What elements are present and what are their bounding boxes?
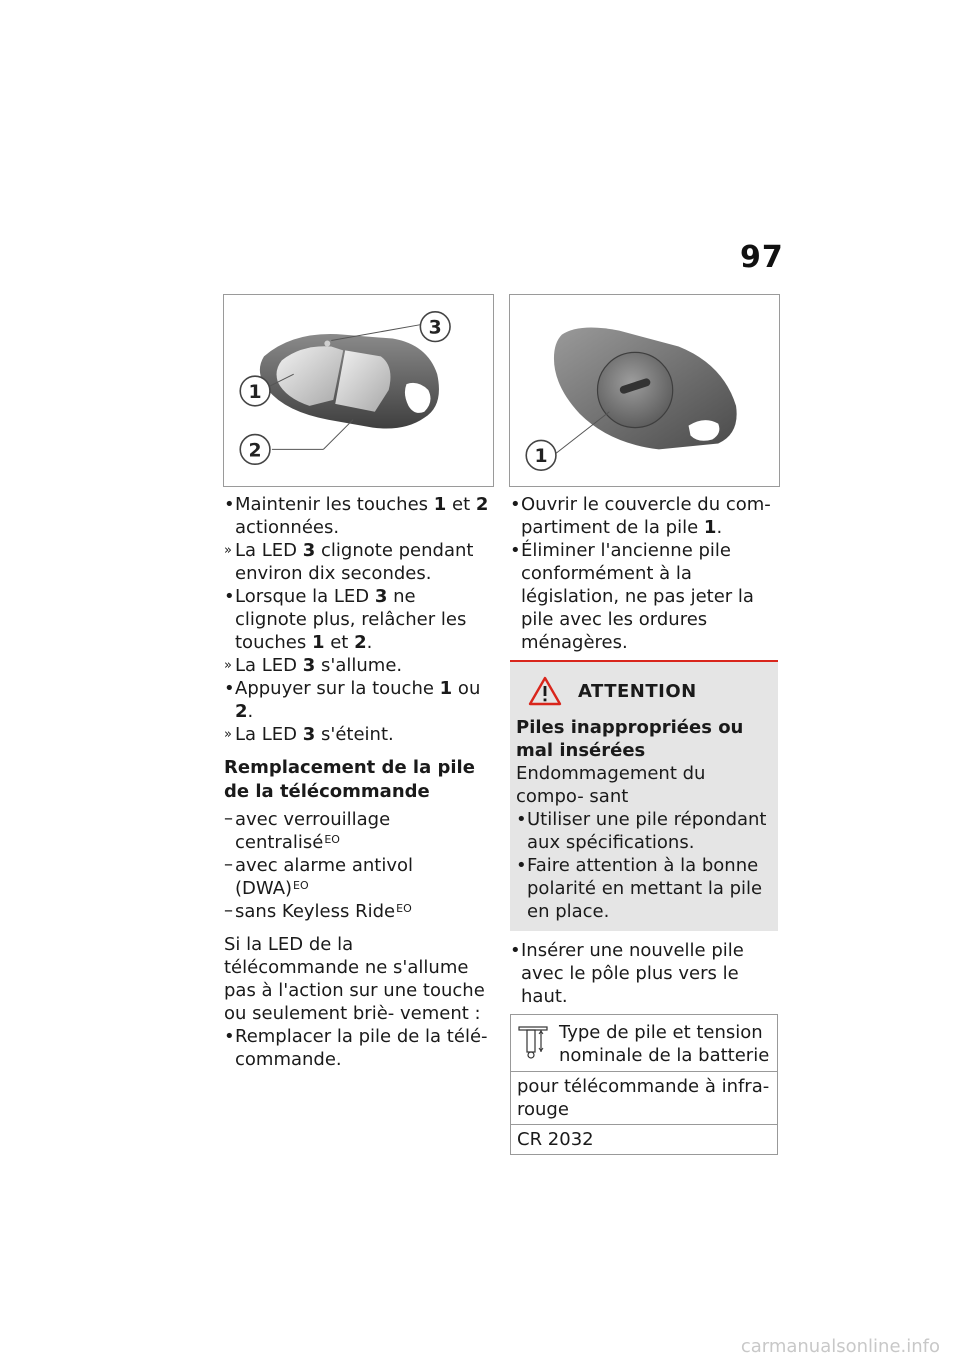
- right-column: [510, 493, 778, 1155]
- callout-3: [420, 312, 450, 342]
- bullet-marker: •: [510, 940, 521, 961]
- condition-item: – sans Keyless Ride$^{EO}$: [224, 900, 412, 922]
- table-row: CR 2032: [511, 1124, 777, 1154]
- warning-consequence: Endommagement du compo- sant: [516, 763, 706, 807]
- bullet-marker: •: [224, 1026, 235, 1047]
- warning-instruction: • Faire attention à la bonne polarité en mettant la pile en place.: [516, 855, 763, 922]
- warning-box: [510, 660, 778, 931]
- result-marker: »: [224, 727, 232, 742]
- callout-1: [526, 440, 556, 470]
- battery-spec-table: [510, 1014, 778, 1155]
- instruction-step: • Maintenir les touches 1 et 2 actionnées.: [224, 494, 489, 538]
- optional-equipment-mark: EO: [324, 833, 340, 846]
- bullet-marker: •: [516, 809, 527, 830]
- battery-gauge-icon: [517, 1021, 549, 1061]
- page-number: 97: [740, 240, 784, 275]
- instruction-step: • Éliminer l'ancienne pile conformément à la législation, ne pas jeter la pile avec les ordures ménagères.: [510, 540, 754, 653]
- bullet-marker: •: [510, 540, 521, 561]
- warning-heading: Piles inappropriées ou mal insérées: [516, 717, 744, 761]
- instruction-step: • Insérer une nouvelle pile avec le pôle plus vers le haut.: [510, 940, 744, 1007]
- warning-triangle-icon: [528, 676, 562, 706]
- table-header-text: Type de pile et tension nominale de la batterie: [559, 1022, 770, 1066]
- optional-equipment-mark: EO: [293, 879, 309, 892]
- instruction-step: • Lorsque la LED 3 ne clignote plus, relâcher les touches 1 et 2.: [224, 586, 467, 653]
- bullet-marker: •: [224, 678, 235, 699]
- svg-text:3: 3: [428, 317, 442, 339]
- svg-text:1: 1: [534, 446, 548, 468]
- instruction-step: • Appuyer sur la touche 1 ou 2.: [224, 678, 481, 722]
- figure-key-fob-battery-cover: [509, 294, 780, 487]
- bullet-marker: •: [510, 494, 521, 515]
- condition-item: – avec verrouillage centralisé$^{EO}$: [224, 808, 391, 853]
- site-watermark: carmanualsonline.info: [740, 1336, 940, 1357]
- callout-2: [240, 435, 270, 465]
- paragraph: Si la LED de la télécommande ne s'allume pas à l'action sur une touche ou seulement briè- vement :: [224, 934, 485, 1024]
- result-marker: »: [224, 543, 232, 558]
- callout-1: [240, 376, 270, 406]
- result-marker: »: [224, 658, 232, 673]
- condition-item: – avec alarme antivol (DWA)$^{EO}$: [224, 854, 414, 899]
- bullet-marker: •: [224, 494, 235, 515]
- svg-text:1: 1: [248, 381, 262, 403]
- bullet-marker: •: [224, 586, 235, 607]
- table-header-row: [511, 1015, 777, 1071]
- bullet-marker: •: [516, 855, 527, 876]
- left-column: [224, 493, 490, 1071]
- key-fob-buttons-illustration: [224, 295, 493, 486]
- table-row: pour télécommande à infra- rouge: [511, 1071, 777, 1124]
- result-step: » La LED 3 clignote pendant environ dix secondes.: [224, 540, 474, 584]
- svg-text:2: 2: [248, 440, 262, 462]
- result-step: » La LED 3 s'éteint.: [224, 724, 394, 745]
- warning-title: ATTENTION: [516, 676, 772, 706]
- result-step: » La LED 3 s'allume.: [224, 655, 403, 676]
- optional-equipment-mark: EO: [396, 902, 412, 915]
- battery-cover-illustration: [510, 295, 779, 486]
- instruction-step: • Ouvrir le couvercle du com- partiment de la pile 1.: [510, 494, 771, 538]
- section-heading: Remplacement de la pile de la télécommande: [224, 757, 475, 802]
- warning-instruction: • Utiliser une pile répondant aux spécifications.: [516, 809, 767, 853]
- instruction-step: • Remplacer la pile de la télé- commande.: [224, 1026, 488, 1070]
- figure-key-fob-buttons: [223, 294, 494, 487]
